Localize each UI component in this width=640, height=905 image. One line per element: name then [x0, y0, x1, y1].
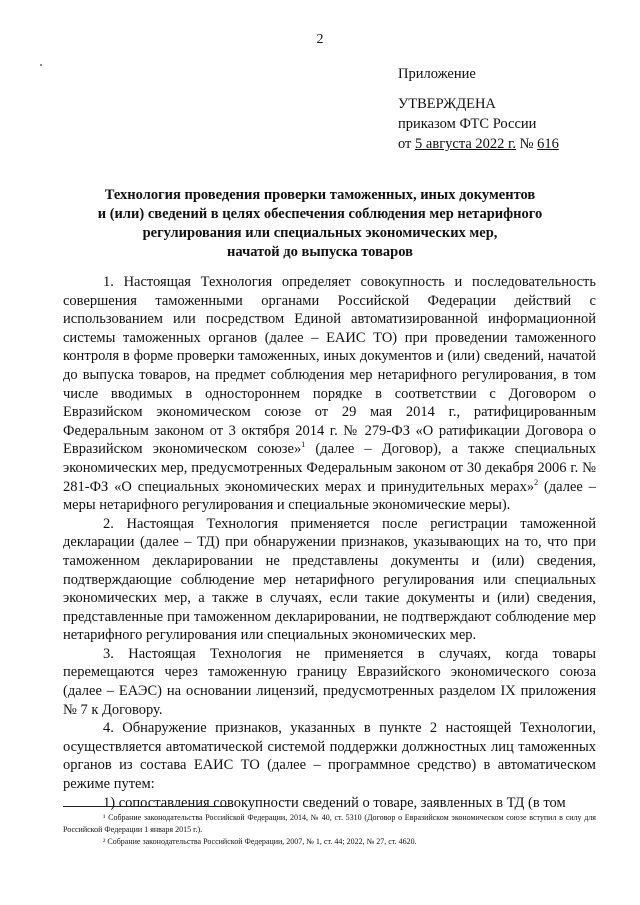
- paragraph-3: 3. Настоящая Технология не применяется в случаях, когда товары перемещаются через таможенную границу Евразийского экономического союза (далее – ЕАЭС) на основании лицензий, предусмотренных разделом IX приложения № 7 к Договору.: [63, 645, 596, 718]
- approval-block: [398, 64, 559, 154]
- paragraph-text: (далее – меры нетарифного регулирования и специальные экономические меры).: [63, 478, 596, 514]
- order-date: 5 августа 2022 г.: [415, 136, 516, 152]
- title-line: и (или) сведений в целях обеспечения соблюдения мер нетарифного: [97, 206, 543, 222]
- footnotes: [63, 812, 596, 848]
- document-body: [63, 273, 596, 812]
- order-date-line: [398, 134, 559, 154]
- scan-speck: [40, 64, 42, 66]
- footnote-separator: [63, 806, 233, 807]
- document-title: [60, 186, 580, 262]
- page-number: 2: [316, 32, 324, 47]
- appendix-label: Приложение: [398, 66, 476, 82]
- footnote-2: ² Собрание законодательства Российской Федерации, 2007, № 1, ст. 44; 2022, № 27, ст. 4620.: [103, 837, 417, 846]
- paragraph-4: 4. Обнаружение признаков, указанных в пункте 2 настоящей Технологии, осуществляется автоматической системой поддержки должностных лиц таможенных органов из состава ЕАИС ТО (далее – программное средство) в автоматическом режиме путем:: [63, 720, 596, 793]
- order-line: приказом ФТС России: [398, 116, 537, 132]
- paragraph-5: 1) сопоставления совокупности сведений о товаре, заявленных в ТД (в том: [103, 794, 566, 811]
- title-line: начатой до выпуска товаров: [227, 244, 413, 260]
- approved-label: УТВЕРЖДЕНА: [398, 96, 496, 112]
- paragraph-text: (далее – Договор), а также специальных экономических мер, предусмотренных Федеральным законом от 30 декабря 2006 г. № 281-ФЗ «О специальных экономических мерах и принудительных мерах»: [63, 441, 596, 495]
- paragraph-text: 1. Настоящая Технология определяет совокупность и последовательность совершения таможенными органами Российской Федерации действий с использованием или посредством Единой автоматизированной информационной системы таможенных органов (далее – ЕАИС ТО) при проведении таможенного контроля в форме проверки таможенных, иных документов и (или) сведений, начатой до выпуска товаров, на предмет соблюдения мер нетарифного регулирования, в том числе вводимых в одностороннем порядке в соответствии с Договором о Евразийском экономическом союзе от 29 мая 2014 г., ратифицированным Федеральным законом от 3 октября 2014 г. № 279-ФЗ «О ратификации Договора о Евразийском экономическом союзе»: [63, 274, 596, 458]
- footnote-ref-1: 1: [301, 440, 306, 450]
- number-prefix: №: [515, 136, 538, 152]
- footnote-1: ¹ Собрание законодательства Российской Федерации, 2014, № 40, ст. 5310 (Договор о Евразийском экономическом союзе вступил в силу для Российской Федерации 1 января 2015 г.).: [63, 813, 596, 834]
- paragraph-2: 2. Настоящая Технология применяется после регистрации таможенной декларации (далее – ТД) при обнаружении признаков, указывающих на то, что при таможенном декларировании не представлены документы и (или) сведения, подтверждающие соблюдение мер нетарифного регулирования или специальных экономических мер, а также в случаях, если такие документы и (или) сведения, представленные при таможенном декларировании, не подтверждают соблюдение мер нетарифного регулирования или специальных экономических мер.: [63, 515, 596, 644]
- order-number: 616: [537, 136, 559, 152]
- paragraph-1: [63, 273, 596, 515]
- date-prefix: от: [398, 136, 416, 152]
- title-line: регулирования или специальных экономических мер,: [142, 225, 498, 241]
- title-line: Технология проведения проверки таможенных, иных документов: [104, 187, 536, 203]
- footnote-ref-2: 2: [534, 477, 539, 487]
